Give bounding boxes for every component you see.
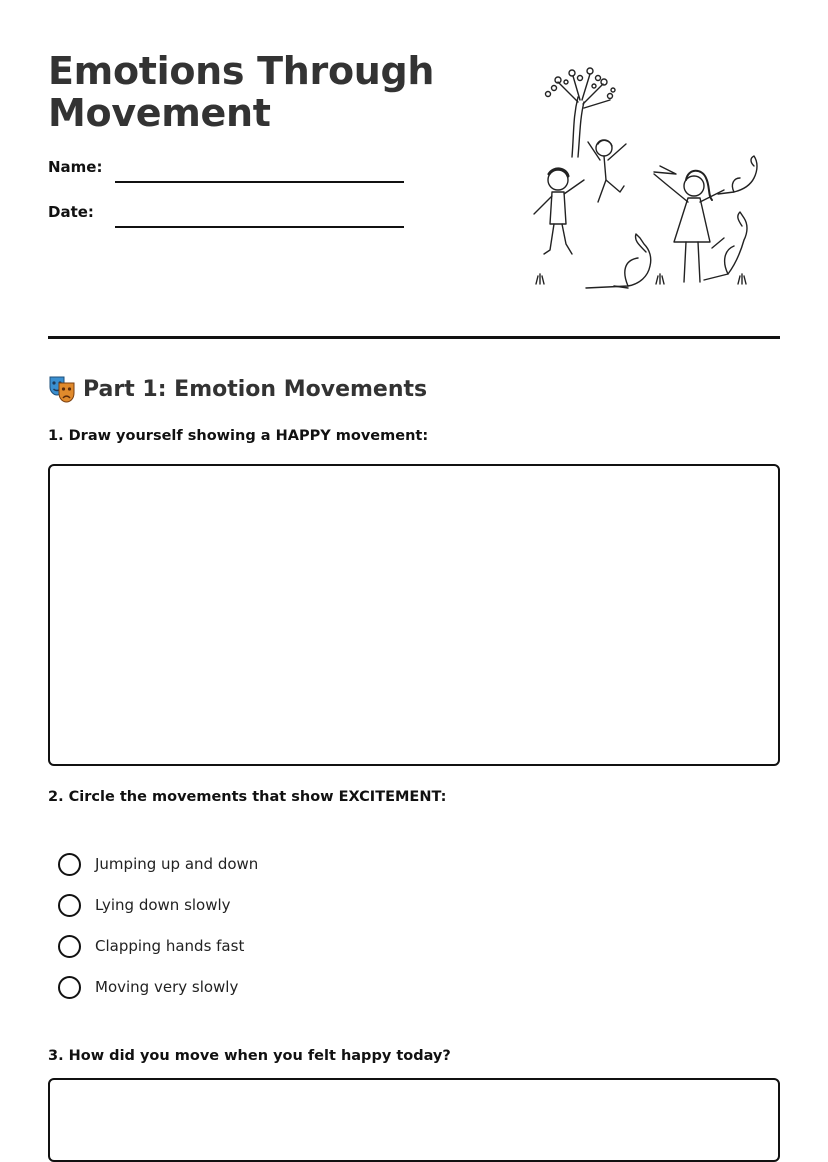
option-circle[interactable] xyxy=(58,976,81,999)
option-label: Moving very slowly xyxy=(95,978,239,996)
question-1: 1. Draw yourself showing a HAPPY movement: xyxy=(48,428,429,444)
girl-dancing-drawing xyxy=(654,166,724,282)
worksheet-page xyxy=(48,0,780,1118)
option-label: Jumping up and down xyxy=(95,855,259,873)
section-title: Part 1: Emotion Movements xyxy=(83,376,428,402)
section-heading xyxy=(48,372,427,406)
option-label: Lying down slowly xyxy=(95,896,231,914)
option-lying-down[interactable] xyxy=(58,892,231,918)
drawing-area[interactable] xyxy=(48,464,780,766)
children-kangaroos-illustration xyxy=(528,62,760,292)
kangaroo-sitting-drawing xyxy=(586,234,651,288)
kangaroo-small-drawing xyxy=(718,156,757,194)
option-jumping[interactable] xyxy=(58,851,258,877)
boy-running-drawing xyxy=(534,169,584,254)
question-2: 2. Circle the movements that show EXCITEMENT: xyxy=(48,789,447,805)
option-label: Clapping hands fast xyxy=(95,937,245,955)
child-jumping-drawing xyxy=(588,140,626,202)
option-clapping[interactable] xyxy=(58,933,244,959)
answer-area-3[interactable] xyxy=(48,1078,780,1162)
tree-drawing xyxy=(546,68,616,157)
name-input-line[interactable] xyxy=(115,181,404,183)
date-label: Date: xyxy=(48,203,94,221)
date-field xyxy=(48,203,408,227)
section-divider xyxy=(48,336,780,339)
date-input-line[interactable] xyxy=(115,226,404,228)
theater-masks-icon xyxy=(48,374,76,404)
name-label: Name: xyxy=(48,158,103,176)
option-circle[interactable] xyxy=(58,853,81,876)
option-circle[interactable] xyxy=(58,894,81,917)
name-field xyxy=(48,158,408,182)
question-3: 3. How did you move when you felt happy today? xyxy=(48,1048,451,1064)
kangaroo-standing-drawing xyxy=(704,212,747,280)
page-title: Emotions Through Movement xyxy=(48,49,435,135)
option-circle[interactable] xyxy=(58,935,81,958)
option-moving-slowly[interactable] xyxy=(58,974,238,1000)
